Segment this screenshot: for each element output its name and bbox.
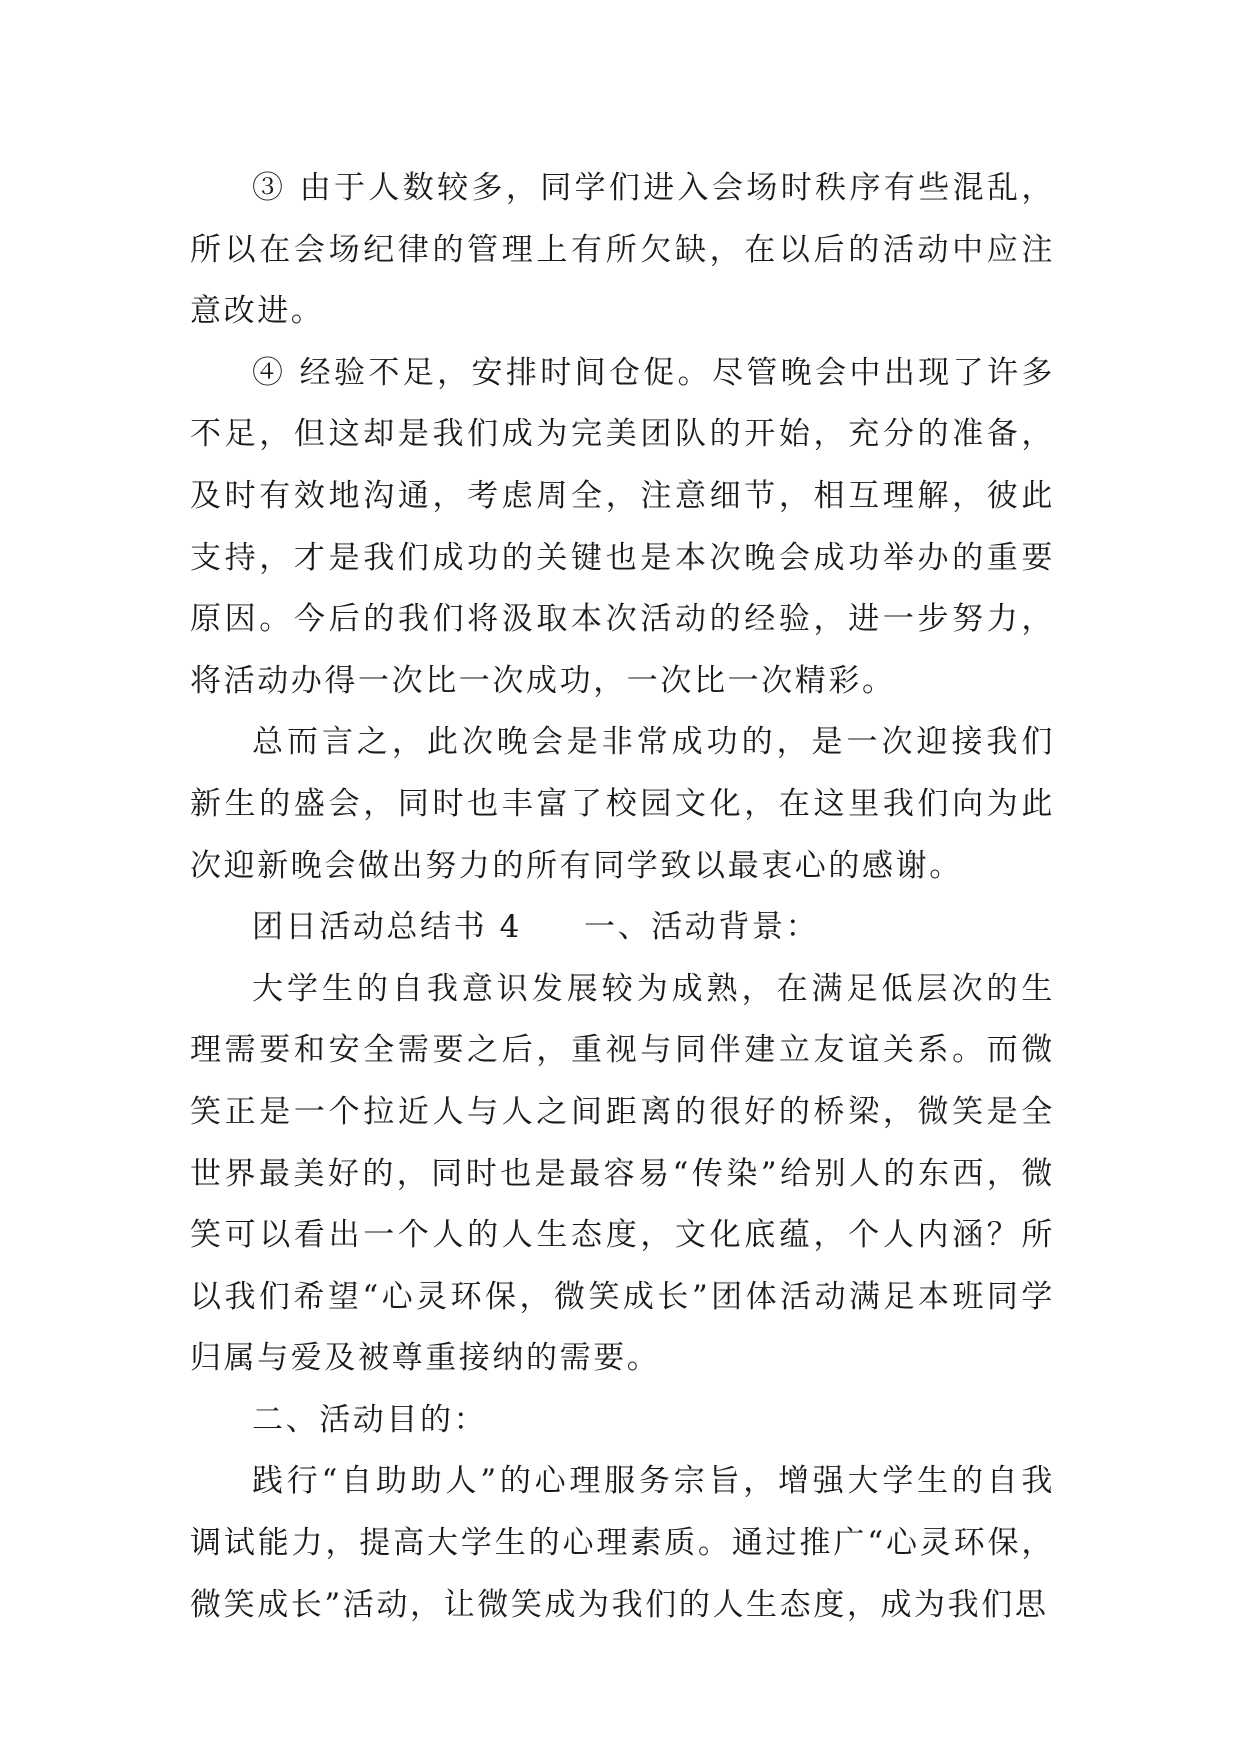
document-body — [190, 158, 1055, 1636]
section-subheading: 一、活动背景： — [583, 909, 820, 946]
subheading-purpose: 二、活动目的： — [252, 1401, 488, 1438]
section-title: 团日活动总结书 4 — [252, 909, 522, 946]
paragraph-problem-3: ③ 由于人数较多，同学们进入会场时秩序有些混乱，所以在会场纪律的管理上有所欠缺，在以后的活动中应注意改进。 — [190, 170, 1055, 330]
paragraph-problem-4: ④ 经验不足，安排时间仓促。尽管晚会中出现了许多不足，但这却是我们成为完美团队的开始，充分的准备，及时有效地沟通，考虑周全，注意细节，相互理解，彼此支持，才是我们成功的关键也是本次晚会成功举办的重要原因。今后的我们将汲取本次活动的经验，进一步努力，将活动办得一次比一次成功，一次比一次精彩。 — [190, 354, 1055, 699]
paragraph-background: 大学生的自我意识发展较为成熟，在满足低层次的生理需要和安全需要之后，重视与同伴建立友谊关系。而微笑正是一个拉近人与人之间距离的很好的桥梁，微笑是全世界最美好的，同时也是最容易“传染”给别人的东西，微笑可以看出一个人的人生态度，文化底蕴，个人内涵？所以我们希望“心灵环保，微笑成长”团体活动满足本班同学归属与爱及被尊重接纳的需要。 — [190, 970, 1055, 1377]
paragraph-conclusion: 总而言之，此次晚会是非常成功的，是一次迎接我们新生的盛会，同时也丰富了校园文化，在这里我们向为此次迎新晚会做出努力的所有同学致以最衷心的感谢。 — [190, 724, 1055, 884]
section-heading-line — [190, 897, 1055, 959]
paragraph-purpose: 践行“自助助人”的心理服务宗旨，增强大学生的自我调试能力，提高大学生的心理素质。通过推广“心灵环保，微笑成长”活动，让微笑成为我们的人生态度，成为我们思 — [190, 1463, 1055, 1623]
